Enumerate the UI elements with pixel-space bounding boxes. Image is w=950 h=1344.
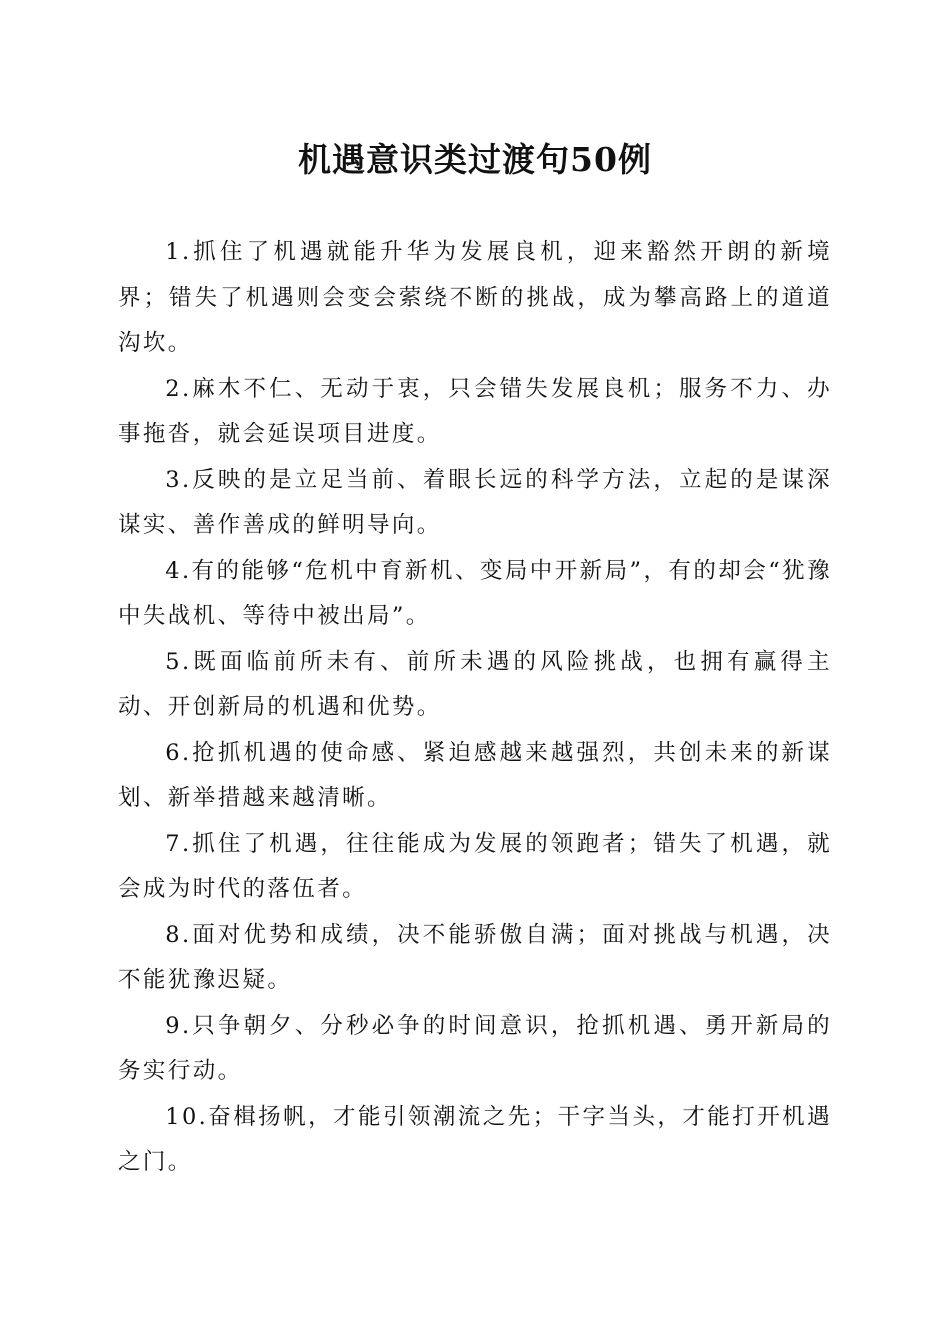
list-item: 10.奋楫扬帆，才能引领潮流之先；干字当头，才能打开机遇之门。	[118, 1103, 832, 1175]
sentence-list	[118, 230, 832, 1186]
list-item: 5.既面临前所未有、前所未遇的风险挑战，也拥有赢得主动、开创新局的机遇和优势。	[118, 648, 832, 720]
list-item: 8.面对优势和成绩，决不能骄傲自满；面对挑战与机遇，决不能犹豫迟疑。	[118, 921, 832, 993]
document-title: 机遇意识类过渡句50例	[298, 140, 652, 179]
list-item: 4.有的能够“危机中育新机、变局中开新局”，有的却会“犹豫中失战机、等待中被出局”。	[118, 557, 832, 629]
list-item: 3.反映的是立足当前、着眼长远的科学方法，立起的是谋深谋实、善作善成的鲜明导向。	[118, 466, 832, 538]
list-item: 9.只争朝夕、分秒必争的时间意识，抢抓机遇、勇开新局的务实行动。	[118, 1012, 832, 1084]
list-item: 7.抓住了机遇，往往能成为发展的领跑者；错失了机遇，就会成为时代的落伍者。	[118, 830, 832, 902]
list-item: 6.抢抓机遇的使命感、紧迫感越来越强烈，共创未来的新谋划、新举措越来越清晰。	[118, 739, 832, 811]
list-item: 1.抓住了机遇就能升华为发展良机，迎来豁然开朗的新境界；错失了机遇则会变会萦绕不断的挑战，成为攀高路上的道道沟坎。	[118, 239, 832, 356]
list-item: 2.麻木不仁、无动于衷，只会错失发展良机；服务不力、办事拖沓，就会延误项目进度。	[118, 375, 832, 447]
